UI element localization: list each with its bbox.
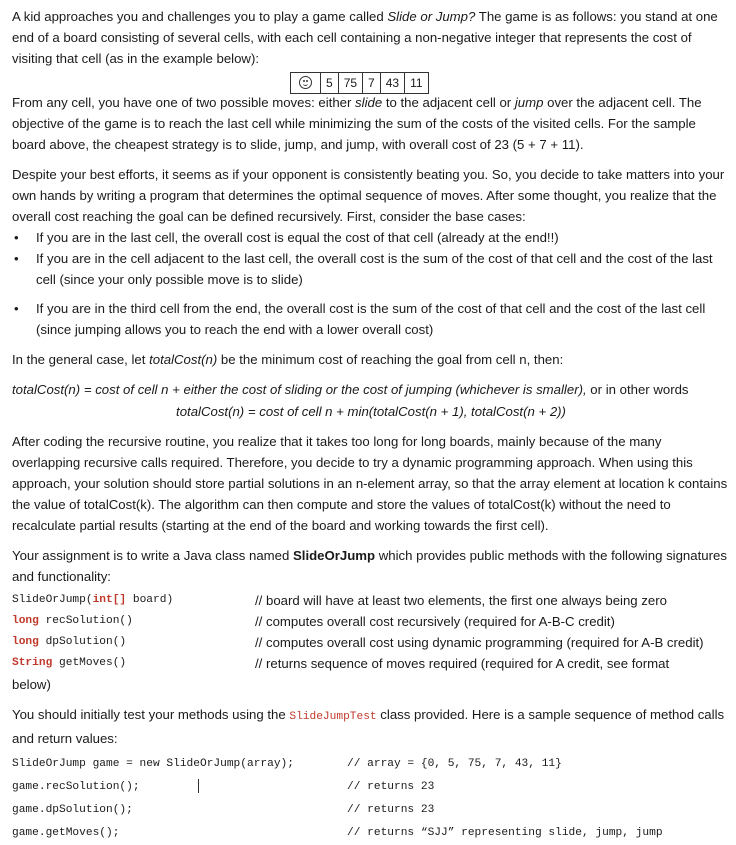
intro-text: A kid approaches you and challenges you to play a game called [12, 9, 388, 24]
call-comment: // returns 23 [347, 804, 435, 816]
text-cursor [198, 779, 199, 793]
call-code-cell [12, 776, 347, 799]
table-row [12, 611, 704, 632]
initially-text: You should initially test your methods using the [12, 707, 290, 722]
call-code: game.recSolution(); [12, 781, 140, 793]
sample-board [12, 72, 730, 92]
method-name: recSolution() [38, 615, 133, 627]
table-row [12, 776, 663, 799]
method-name: getMoves() [52, 657, 127, 669]
general-case-paragraph [12, 349, 730, 370]
board-cells [290, 72, 429, 94]
assignment-text-rest: which provides public methods with the following signatures and functionality: [12, 548, 727, 584]
constructor-name: SlideOrJump [12, 594, 86, 606]
call-comment: // returns “SJJ” representing slide, jump, jump [347, 827, 663, 839]
general-text: In the general case, let [12, 352, 150, 367]
list-item: • If you are in the third cell from the end, the overall cost is the sum of the cost of that cell and the cost of the last cell (since jumping allows you to reach the end with a lower overall cost) [12, 298, 730, 340]
call-comment: // array = {0, 5, 75, 7, 43, 11} [347, 758, 562, 770]
table-row [12, 590, 704, 611]
board-cell: 43 [380, 73, 404, 93]
signature-tail: below) [12, 677, 51, 692]
board-cell: 7 [362, 73, 380, 93]
test-class-name: SlideJumpTest [289, 711, 377, 723]
after-paragraph: After coding the recursive routine, you realize that it takes too long for long boards, mainly because of the many overlapping recursive calls required. Therefore, you decide to try a dynamic programming approach. When using this approach, your solution should store partial solutions in an n-element array, so that the array element at location k contains the value of totalCost(k). The algorithm can then compute and store the values of totalCost(k) without the need to recalculate partial results (starting at the end of the board and working towards the first cell). [12, 434, 728, 533]
moves-text-rest: over the adjacent cell. The objective of the game is to reach the last cell while minimizing the sum of the costs of the visited cells. For the sample board above, the cheapest strategy is to slide, jump, and jump, with overall cost of 23 (5 + 7 + 11). [12, 95, 702, 152]
signature-comment: // computes overall cost recursively (required for A-B-C credit) [255, 614, 615, 629]
call-code: game.getMoves(); [12, 827, 120, 839]
call-code: game.dpSolution(); [12, 804, 133, 816]
list-item: • If you are in the last cell, the overall cost is equal the cost of that cell (already at the end!!) [12, 227, 730, 248]
assignment-text: Your assignment is to write a Java class named [12, 548, 293, 563]
return-type: long [12, 615, 39, 627]
list-item: • If you are in the cell adjacent to the last cell, the overall cost is the sum of the cost of that cell and the cost of the last cell (since your only possible move is to slide) [12, 248, 730, 290]
assignment-paragraph [12, 545, 730, 587]
formula-line-2 [12, 401, 730, 422]
return-type: long [12, 636, 39, 648]
signature-code [12, 653, 255, 674]
formula-1-plain: or in other words [586, 382, 689, 397]
moves-paragraph [12, 92, 730, 155]
general-text-rest: be the minimum cost of reaching the goal from cell n, then: [217, 352, 564, 367]
board-cell: 75 [338, 73, 362, 93]
signature-code [12, 590, 255, 611]
board-cell: 11 [404, 73, 427, 93]
table-row [12, 822, 663, 845]
signatures-table [12, 590, 704, 674]
formula-2: totalCost(n) = cost of cell n + min(totalCost(n + 1), totalCost(n + 2)) [176, 404, 566, 419]
jump-term: jump [514, 95, 544, 110]
class-name: SlideOrJump [292, 548, 376, 563]
slide-term: slide [355, 95, 383, 110]
table-row [12, 653, 704, 674]
method-name: dpSolution() [38, 636, 127, 648]
args-open: ( [85, 594, 93, 606]
signature-comment: // returns sequence of moves required (required for A credit, see format [255, 656, 670, 671]
moves-text-mid: to the adjacent cell or [382, 95, 515, 110]
base-cases-list [12, 227, 730, 340]
signature-code [12, 632, 255, 653]
intro-paragraph [12, 6, 730, 69]
initially-text-rest: class provided. Here is a sample sequence of method calls and return values: [12, 707, 725, 746]
game-name: Slide or Jump? [387, 9, 476, 24]
despite-paragraph: Despite your best efforts, it seems as if your opponent is consistently beating you. So, you decide to take matters into your own hands by writing a program that determines the optimal sequence of moves. After some thought, you realize that the overall cost reaching the goal can be defined recursively. First, consider the base cases: [12, 167, 725, 224]
document [12, 6, 730, 845]
formula-1-italic: totalCost(n) = cost of cell n + either the cost of sliding or the cost of jumping (whichever is smaller), [12, 382, 587, 397]
method-calls-table [12, 753, 663, 845]
table-row [12, 632, 704, 653]
total-cost-term: totalCost(n) [149, 352, 218, 367]
call-code: SlideOrJump game = new SlideOrJump(array); [12, 758, 294, 770]
intro-text-rest: The game is as follows: you stand at one end of a board consisting of several cells, with each cell containing a non-negative integer that represents the cost of visiting that cell (as in the example below): [12, 9, 718, 66]
smiley-icon [291, 73, 320, 93]
args-type: int[] [92, 594, 127, 606]
signature-comment: // board will have at least two elements, the first one always being zero [255, 593, 667, 608]
args-rest: board) [126, 594, 174, 606]
moves-text: From any cell, you have one of two possible moves: either [12, 95, 356, 110]
signature-code [12, 611, 255, 632]
table-row [12, 799, 663, 822]
call-comment: // returns 23 [347, 781, 435, 793]
return-type: String [12, 657, 53, 669]
formula-line-1 [12, 379, 730, 400]
board-cell: 5 [320, 73, 338, 93]
initially-paragraph [12, 704, 730, 749]
signature-comment: // computes overall cost using dynamic programming (required for A-B credit) [255, 635, 704, 650]
table-row [12, 753, 663, 776]
